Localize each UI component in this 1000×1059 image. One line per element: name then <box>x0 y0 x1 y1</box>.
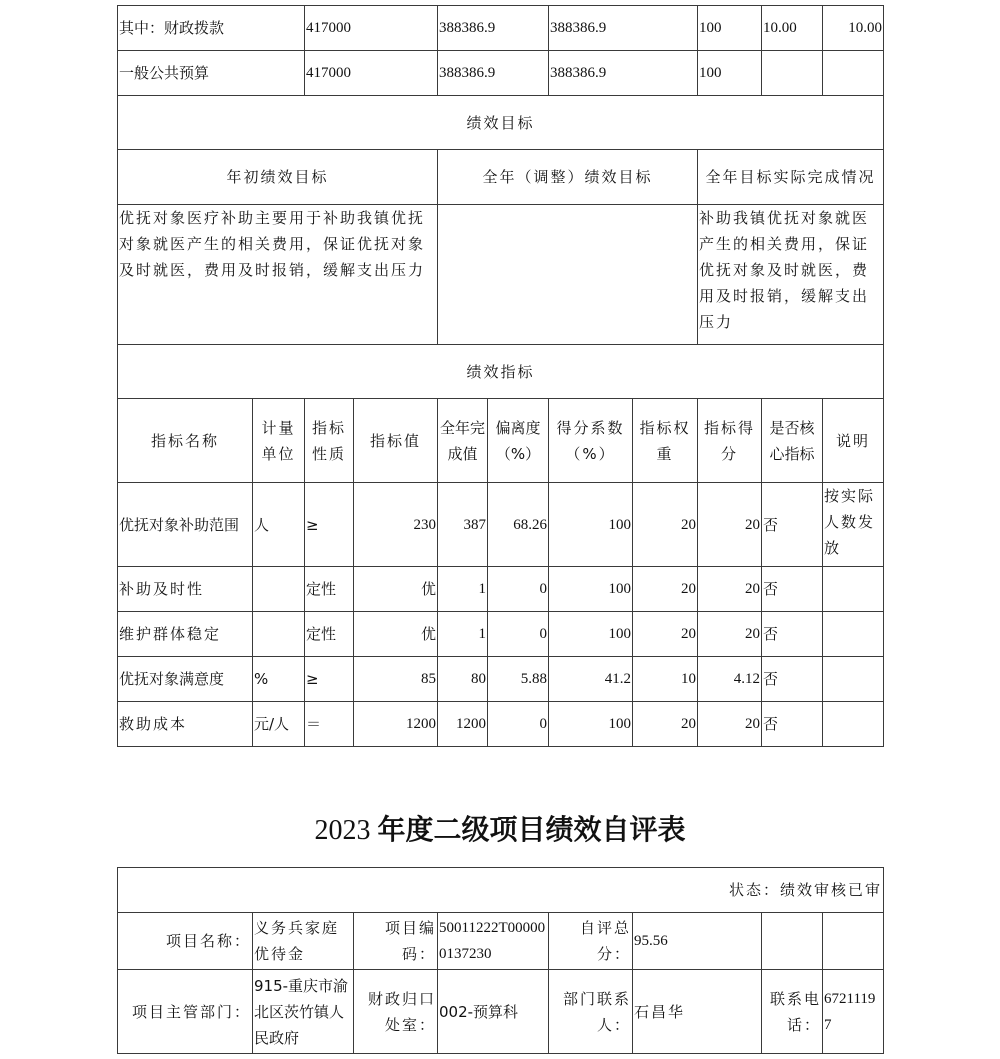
goals-header-adjusted: 全年（调整）绩效目标 <box>438 150 698 205</box>
funding-row <box>118 51 884 96</box>
form-title-text: 年度二级项目绩效自评表 <box>377 815 686 846</box>
indicator-name: 优抚对象满意度 <box>118 657 253 702</box>
finance-office-label: 财政归口处室： <box>354 970 438 1054</box>
indicators-header-row <box>118 399 884 483</box>
indicator-actual: 1 <box>438 612 488 657</box>
indicator-deviation: 5.88 <box>488 657 549 702</box>
funding-executed: 388386.9 <box>549 51 698 96</box>
indicator-target: 85 <box>354 657 438 702</box>
table-row <box>118 702 884 747</box>
indicator-unit: 元/人 <box>253 702 305 747</box>
form-title-year: 2023 <box>314 815 371 846</box>
indicator-score: 20 <box>698 567 762 612</box>
status-text: 状态：绩效审核已审 <box>118 868 884 913</box>
col-header-score: 指标得分 <box>698 399 762 483</box>
indicator-name: 救助成本 <box>118 702 253 747</box>
project-code-label: 项目编码： <box>354 913 438 970</box>
indicator-name: 优抚对象补助范围 <box>118 483 253 567</box>
goals-initial-text: 优抚对象医疗补助主要用于补助我镇优抚对象就医产生的相关费用，保证优抚对象及时就医，费用及时报销，缓解支出压力 <box>118 205 438 345</box>
goals-actual-text: 补助我镇优抚对象就医产生的相关费用，保证优抚对象及时就医，费用及时报销，缓解支出压力 <box>698 205 884 345</box>
table-row <box>118 657 884 702</box>
funding-weight: 10.00 <box>762 6 823 51</box>
indicator-score: 20 <box>698 483 762 567</box>
indicator-unit: 人 <box>253 483 305 567</box>
indicator-unit <box>253 567 305 612</box>
indicator-weight: 20 <box>633 483 698 567</box>
table-row <box>118 567 884 612</box>
indicator-score: 20 <box>698 702 762 747</box>
table-row <box>118 483 884 567</box>
indicator-target: 230 <box>354 483 438 567</box>
funding-weight <box>762 51 823 96</box>
finance-office-value: 002-预算科 <box>438 970 549 1054</box>
contact-label: 部门联系人： <box>549 970 633 1054</box>
indicator-deviation: 0 <box>488 567 549 612</box>
indicator-score: 20 <box>698 612 762 657</box>
funding-rate: 100 <box>698 6 762 51</box>
col-header-weight: 指标权重 <box>633 399 698 483</box>
funding-label: 其中：财政拨款 <box>118 6 305 51</box>
dept-label: 项目主管部门： <box>118 970 253 1054</box>
funding-budget: 417000 <box>305 51 438 96</box>
indicator-note <box>823 567 884 612</box>
self-score-value: 95.56 <box>633 913 762 970</box>
indicator-coef: 100 <box>549 702 633 747</box>
funding-label: 一般公共预算 <box>118 51 305 96</box>
form-title <box>0 808 1000 848</box>
indicator-actual: 1 <box>438 567 488 612</box>
self-score-label: 自评总分： <box>549 913 633 970</box>
indicator-core: 否 <box>762 702 823 747</box>
indicator-coef: 41.2 <box>549 657 633 702</box>
empty-cell <box>762 913 823 970</box>
indicator-weight: 10 <box>633 657 698 702</box>
funding-score <box>823 51 884 96</box>
project-name-value: 义务兵家庭优待金 <box>253 913 354 970</box>
funding-score: 10.00 <box>823 6 884 51</box>
indicator-note <box>823 702 884 747</box>
col-header-actual: 全年完成值 <box>438 399 488 483</box>
project-info-table <box>117 867 884 1054</box>
indicator-actual: 1200 <box>438 702 488 747</box>
col-header-core: 是否核心指标 <box>762 399 823 483</box>
goals-adjusted-text <box>438 205 698 345</box>
indicators-section-title: 绩效指标 <box>118 345 884 399</box>
indicator-weight: 20 <box>633 567 698 612</box>
indicator-coef: 100 <box>549 612 633 657</box>
contact-value: 石昌华 <box>633 970 762 1054</box>
indicator-core: 否 <box>762 567 823 612</box>
indicator-weight: 20 <box>633 702 698 747</box>
indicator-nature: ≥ <box>305 483 354 567</box>
col-header-target: 指标值 <box>354 399 438 483</box>
indicator-core: 否 <box>762 612 823 657</box>
indicator-nature: 定性 <box>305 567 354 612</box>
indicator-actual: 387 <box>438 483 488 567</box>
indicator-unit <box>253 612 305 657</box>
funding-rate: 100 <box>698 51 762 96</box>
col-header-deviation: 偏离度（%） <box>488 399 549 483</box>
dept-value: 915-重庆市渝北区茨竹镇人民政府 <box>253 970 354 1054</box>
funding-adjusted: 388386.9 <box>438 6 549 51</box>
col-header-name: 指标名称 <box>118 399 253 483</box>
indicator-target: 1200 <box>354 702 438 747</box>
phone-label: 联系电话： <box>762 970 823 1054</box>
indicator-note <box>823 612 884 657</box>
indicator-target: 优 <box>354 567 438 612</box>
indicator-nature: ＝ <box>305 702 354 747</box>
indicator-note: 按实际人数发放 <box>823 483 884 567</box>
indicator-deviation: 0 <box>488 612 549 657</box>
indicator-coef: 100 <box>549 567 633 612</box>
indicator-actual: 80 <box>438 657 488 702</box>
indicator-core: 否 <box>762 483 823 567</box>
indicator-score: 4.12 <box>698 657 762 702</box>
empty-cell <box>823 913 884 970</box>
indicator-nature: ≥ <box>305 657 354 702</box>
indicator-deviation: 0 <box>488 702 549 747</box>
funding-executed: 388386.9 <box>549 6 698 51</box>
indicator-name: 补助及时性 <box>118 567 253 612</box>
col-header-note: 说明 <box>823 399 884 483</box>
col-header-unit: 计量单位 <box>253 399 305 483</box>
indicator-name: 维护群体稳定 <box>118 612 253 657</box>
funding-budget: 417000 <box>305 6 438 51</box>
col-header-nature: 指标性质 <box>305 399 354 483</box>
table-row <box>118 612 884 657</box>
funding-row <box>118 6 884 51</box>
indicator-unit: % <box>253 657 305 702</box>
goals-header-initial: 年初绩效目标 <box>118 150 438 205</box>
project-code-value: 50011222T000000137230 <box>438 913 549 970</box>
funding-adjusted: 388386.9 <box>438 51 549 96</box>
project-name-label: 项目名称： <box>118 913 253 970</box>
indicator-deviation: 68.26 <box>488 483 549 567</box>
indicator-core: 否 <box>762 657 823 702</box>
phone-value: 67211197 <box>823 970 884 1054</box>
indicator-coef: 100 <box>549 483 633 567</box>
indicator-note <box>823 657 884 702</box>
goals-section-title: 绩效目标 <box>118 96 884 150</box>
indicator-nature: 定性 <box>305 612 354 657</box>
performance-table <box>117 5 884 747</box>
indicator-target: 优 <box>354 612 438 657</box>
col-header-coef: 得分系数（%） <box>549 399 633 483</box>
goals-header-actual: 全年目标实际完成情况 <box>698 150 884 205</box>
indicator-weight: 20 <box>633 612 698 657</box>
